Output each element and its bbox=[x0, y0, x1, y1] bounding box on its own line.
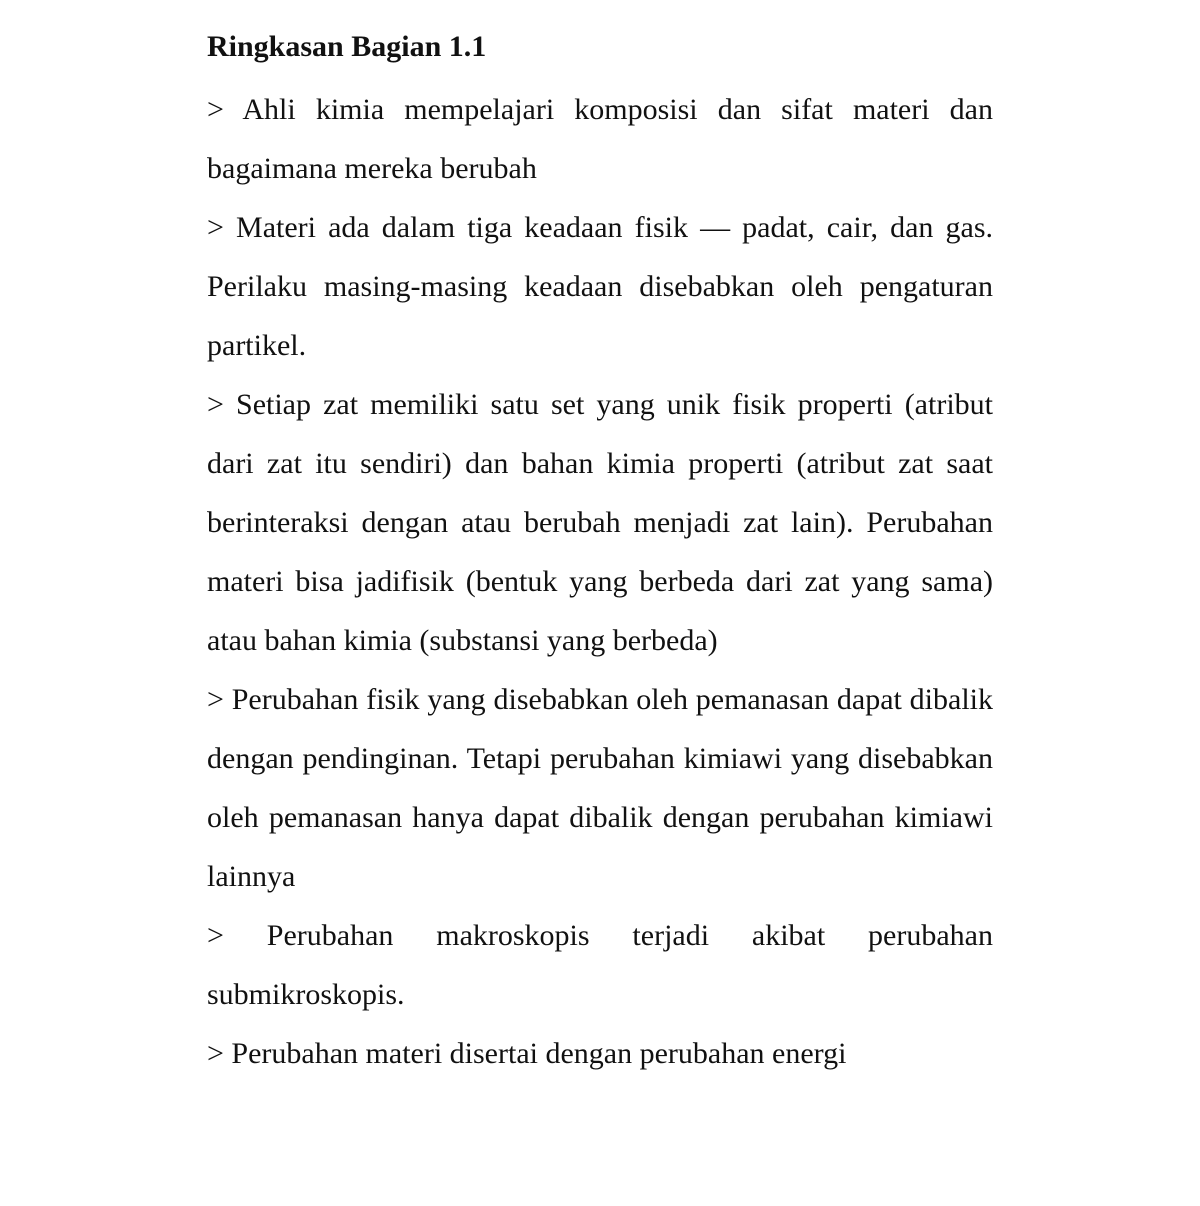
section-summary-title: Ringkasan Bagian 1.1 bbox=[207, 30, 487, 63]
document-page bbox=[207, 24, 993, 1083]
summary-point-3: > Setiap zat memiliki satu set yang unik fisik properti (atribut dari zat itu sendiri) dan bahan kimia properti (atribut zat saat berinteraksi dengan atau berubah menjadi zat lain). Perubahan materi bisa jadifisik (bentuk yang berbeda dari zat yang sama) atau bahan kimia (substansi yang berbeda) bbox=[207, 388, 993, 657]
summary-point-1: > Ahli kimia mempelajari komposisi dan sifat materi dan bagaimana mereka berubah bbox=[207, 93, 993, 185]
summary-point-2: > Materi ada dalam tiga keadaan fisik — padat, cair, dan gas. Perilaku masing-masing keadaan disebabkan oleh pengaturan partikel. bbox=[207, 211, 993, 362]
summary-point-6: > Perubahan materi disertai dengan perubahan energi bbox=[207, 1037, 847, 1070]
summary-point-4: > Perubahan fisik yang disebabkan oleh pemanasan dapat dibalik dengan pendinginan. Tetapi perubahan kimiawi yang disebabkan oleh pemanasan hanya dapat dibalik dengan perubahan kimiawi lainnya bbox=[207, 683, 993, 893]
summary-point-5: > Perubahan makroskopis terjadi akibat perubahan submikroskopis. bbox=[207, 919, 993, 1011]
